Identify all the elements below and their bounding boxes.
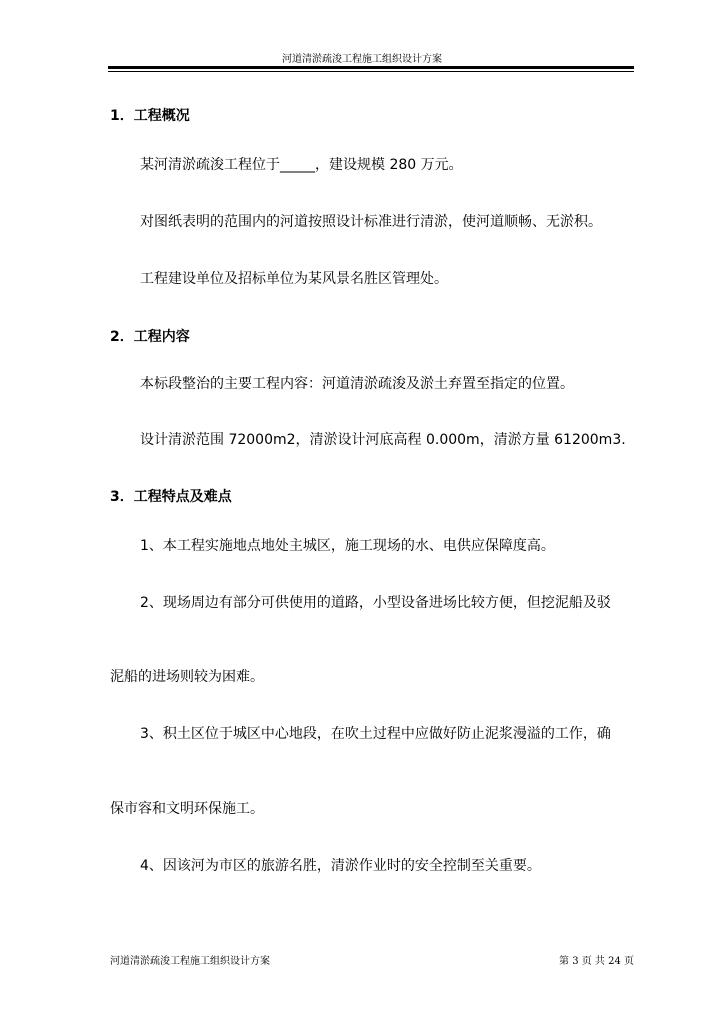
paragraph: 设计清淤范围 72000m2，清淤设计河底高程 0.000m，清淤方量 61200m3. xyxy=(140,432,626,448)
section-heading-overview: 1．工程概况 xyxy=(110,108,190,124)
page-number: 第 3 页 共 24 页 xyxy=(559,956,634,967)
header-rule-thick xyxy=(108,66,634,69)
list-item: 3、积土区位于城区中心地段，在吹土过程中应做好防止泥浆漫溢的工作，确 xyxy=(140,726,611,742)
footer-title: 河道清淤疏浚工程施工组织设计方案 xyxy=(110,956,270,967)
header-rule-thin xyxy=(108,71,634,72)
list-item-continuation: 泥船的进场则较为困难。 xyxy=(110,669,264,685)
section-heading-content: 2．工程内容 xyxy=(110,329,190,345)
paragraph: 工程建设单位及招标单位为某风景名胜区管理处。 xyxy=(140,271,448,287)
paragraph: 某河清淤疏浚工程位于_____，建设规模 280 万元。 xyxy=(140,157,463,173)
paragraph: 本标段整治的主要工程内容：河道清淤疏浚及淤土弃置至指定的位置。 xyxy=(140,376,574,392)
list-item: 2、现场周边有部分可供使用的道路，小型设备进场比较方便，但挖泥船及驳 xyxy=(140,595,611,611)
list-item: 4、因该河为市区的旅游名胜，清淤作业时的安全控制至关重要。 xyxy=(140,858,541,874)
paragraph: 对图纸表明的范围内的河道按照设计标准进行清淤，使河道顺畅、无淤积。 xyxy=(140,214,602,230)
list-item: 1、本工程实施地点地处主城区，施工现场的水、电供应保障度高。 xyxy=(140,538,555,554)
header-title: 河道清淤疏浚工程施工组织设计方案 xyxy=(282,54,442,65)
section-heading-features: 3．工程特点及难点 xyxy=(110,489,232,505)
list-item-continuation: 保市容和文明环保施工。 xyxy=(110,801,264,817)
